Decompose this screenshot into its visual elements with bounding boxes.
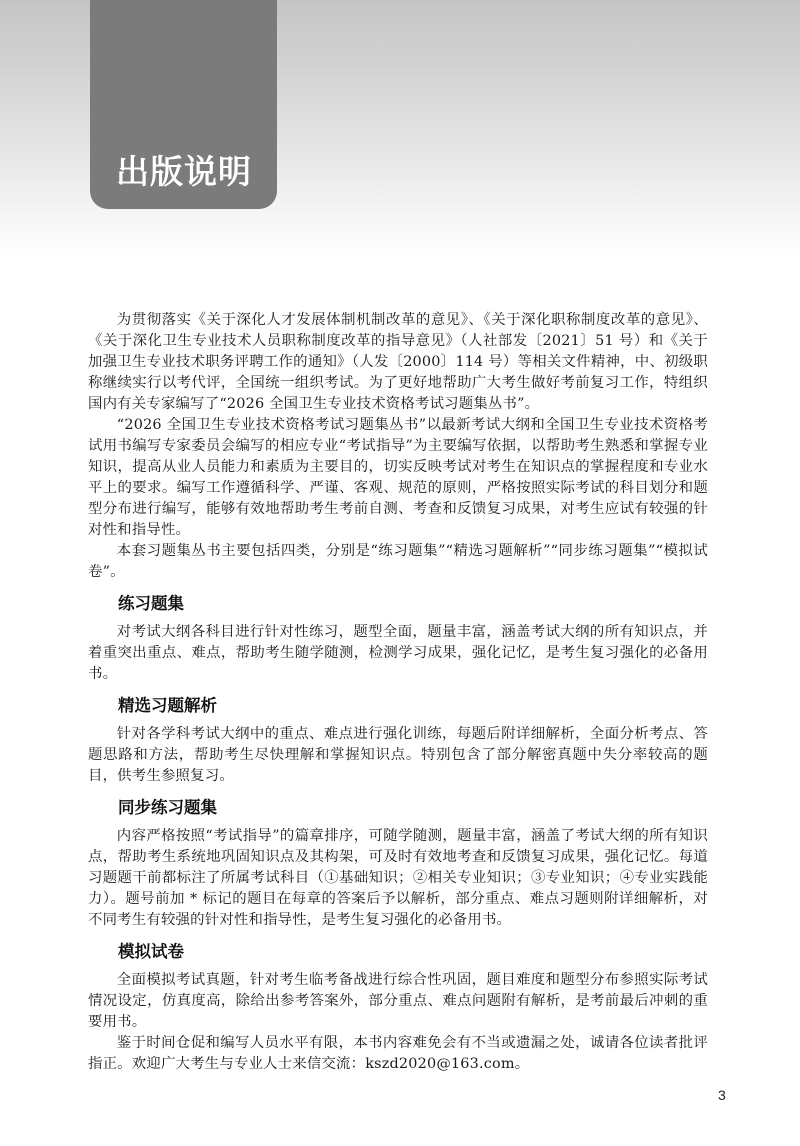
document-body — [88, 310, 708, 1075]
section-heading-practice: 练习题集 — [118, 594, 184, 613]
section-text-practice: 对考试大纲各科目进行针对性练习，题型全面，题量丰富，涵盖考试大纲的所有知识点，并着重突出重点、难点，帮助考生随学随测，检测学习成果，强化记忆，是考生复习强化的必备用书。 — [88, 624, 708, 682]
page-title: 出版说明 — [116, 152, 252, 191]
section-heading-mock-exam: 模拟试卷 — [118, 942, 184, 961]
page-number: 3 — [718, 1087, 726, 1103]
section-text-mock-exam: 全面模拟考试真题，针对考生临考备战进行综合性巩固，题目难度和题型分布参照实际考试情况设定，仿真度高，除给出参考答案外，部分重点、难点问题附有解析，是考前最后冲刺的重要用书。 — [88, 972, 708, 1030]
section-text-synchronous: 内容严格按照“考试指导”的篇章排序，可随学随测，题量丰富，涵盖了考试大纲的所有知识点，帮助考生系统地巩固知识点及其构架，可及时有效地考查和反馈复习成果，强化记忆。每道习题题干前都标注了所属考试科目（①基础知识；②相关专业知识；③专业知识；④专业实践能力）。题号前加 * 标记的题目在每章的答案后予以解析，部分重点、难点习题则附详细解析，对不同考生有较强的针对性和指导性，是考生复习强化的必备用书。 — [88, 828, 708, 928]
section-text-analysis: 针对各学科考试大纲中的重点、难点进行强化训练，每题后附详细解析，全面分析考点、答题思路和方法，帮助考生尽快理解和掌握知识点。特别包含了部分解密真题中失分率较高的题目，供考生参照复习。 — [88, 726, 708, 784]
section-heading-synchronous: 同步练习题集 — [118, 798, 217, 817]
intro-paragraph-2: “2026 全国卫生专业技术资格考试习题集丛书”以最新考试大纲和全国卫生专业技术资格考试用书编写专家委员会编写的相应专业“考试指导”为主要编写依据，以帮助考生熟悉和掌握专业知识，提高从业人员能力和素质为主要目的，切实反映考试对考生在知识点的掌握程度和专业水平上的要求。编写工作遵循科学、严谨、客观、规范的原则，严格按照实际考试的科目划分和题型分布进行编写，能够有效地帮助考生考前自测、考查和反馈复习成果，对考生应试有较强的针对性和指导性。 — [88, 417, 708, 538]
intro-paragraph-1: 为贯彻落实《关于深化人才发展体制机制改革的意见》、《关于深化职称制度改革的意见》、《关于深化卫生专业技术人员职称制度改革的指导意见》（人社部发〔2021〕51 号）和《关于加强卫生专业技术职务评聘工作的通知》（人发〔2000〕114 号）等相关文件精神，中、初级职称继续实行以考代评，全国统一组织考试。为了更好地帮助广大考生做好考前复习工作，特组织国内有关专家编写了“2026 全国卫生专业技术资格考试习题集丛书”。 — [88, 312, 708, 412]
section-heading-analysis: 精选习题解析 — [118, 696, 217, 715]
intro-paragraph-3: 本套习题集丛书主要包括四类，分别是“练习题集”“精选习题解析”“同步练习题集”“模拟试卷”。 — [88, 543, 708, 580]
closing-paragraph: 鉴于时间仓促和编写人员水平有限，本书内容难免会有不当或遗漏之处，诚请各位读者批评指正。欢迎广大考生与专业人士来信交流：kszd2020@163.com。 — [88, 1035, 708, 1072]
